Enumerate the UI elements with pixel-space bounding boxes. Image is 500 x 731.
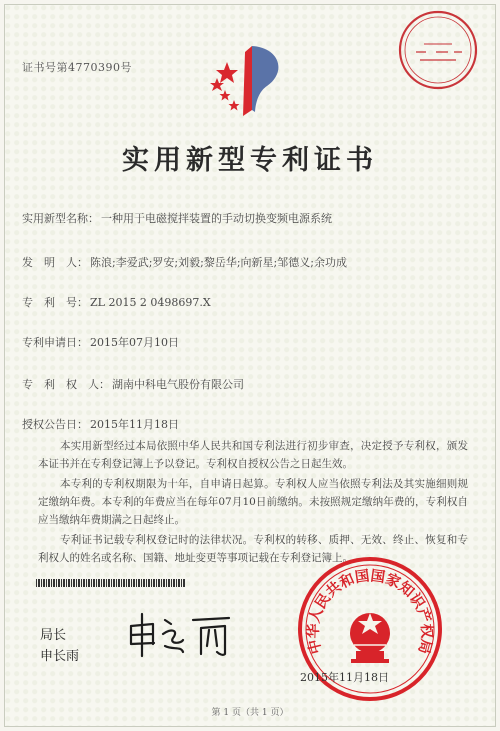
- field-label: 专 利 权 人：: [22, 378, 110, 391]
- patent-seal-icon: [396, 8, 480, 92]
- handwritten-signature: [125, 610, 235, 660]
- field-value: 湖南中科电气股份有限公司: [112, 378, 244, 391]
- patent-number: [22, 294, 211, 310]
- sipo-logo: [205, 42, 300, 122]
- grant-date: [22, 416, 179, 432]
- signatory-name: 申长雨: [40, 649, 80, 664]
- field-value: 一种用于电磁搅拌装置的手动切换变频电源系统: [101, 212, 332, 225]
- certificate-body: [38, 437, 468, 567]
- field-label: 专 利 号：: [22, 296, 88, 309]
- application-date: [22, 334, 179, 350]
- field-label: 发 明 人：: [22, 256, 88, 269]
- field-value: 陈浪;李爱武;罗安;刘毅;黎岳华;向新星;邹德义;余功成: [90, 256, 347, 269]
- stamp-text: 中华人民共和国国家知识产权局: [305, 568, 435, 656]
- paragraph: 专利证书记载专利权登记时的法律状况。专利权的转移、质押、无效、终止、恢复和专利权人的姓名或名称、国籍、地址变更等事项记载在专利登记簿上。: [38, 534, 468, 564]
- utility-model-name: [22, 210, 332, 226]
- signatory-title: 局长: [40, 628, 67, 643]
- patentee: [22, 376, 244, 392]
- field-value: 2015年07月10日: [90, 336, 179, 349]
- field-label: 授权公告日：: [22, 418, 88, 431]
- paragraph: 本专利的专利权期限为十年，自申请日起算。专利权人应当依照专利法及其实施细则规定缴纳年费。本专利的年费应当在每年07月10日前缴纳。未按照规定缴纳年费的，专利权自应当缴纳年费期满之日起终止。: [38, 478, 468, 526]
- stamp-date: 2015年11月18日: [300, 671, 389, 684]
- inventors: [22, 254, 347, 270]
- page-footer: 第 1 页（共 1 页）: [211, 708, 289, 718]
- certificate-number: 证书号第4770390号: [22, 61, 132, 74]
- field-label: 实用新型名称：: [22, 212, 99, 225]
- field-value: 2015年11月18日: [90, 418, 179, 431]
- barcode: [36, 579, 186, 587]
- field-label: 专利申请日：: [22, 336, 88, 349]
- field-value: ZL 2015 2 0498697.X: [90, 296, 211, 309]
- paragraph: 本实用新型经过本局依照中华人民共和国专利法进行初步审查，决定授予专利权，颁发本证书并在专利登记簿上予以登记。专利权自授权公告之日起生效。: [38, 440, 468, 470]
- page-title: 实用新型专利证书: [122, 145, 378, 176]
